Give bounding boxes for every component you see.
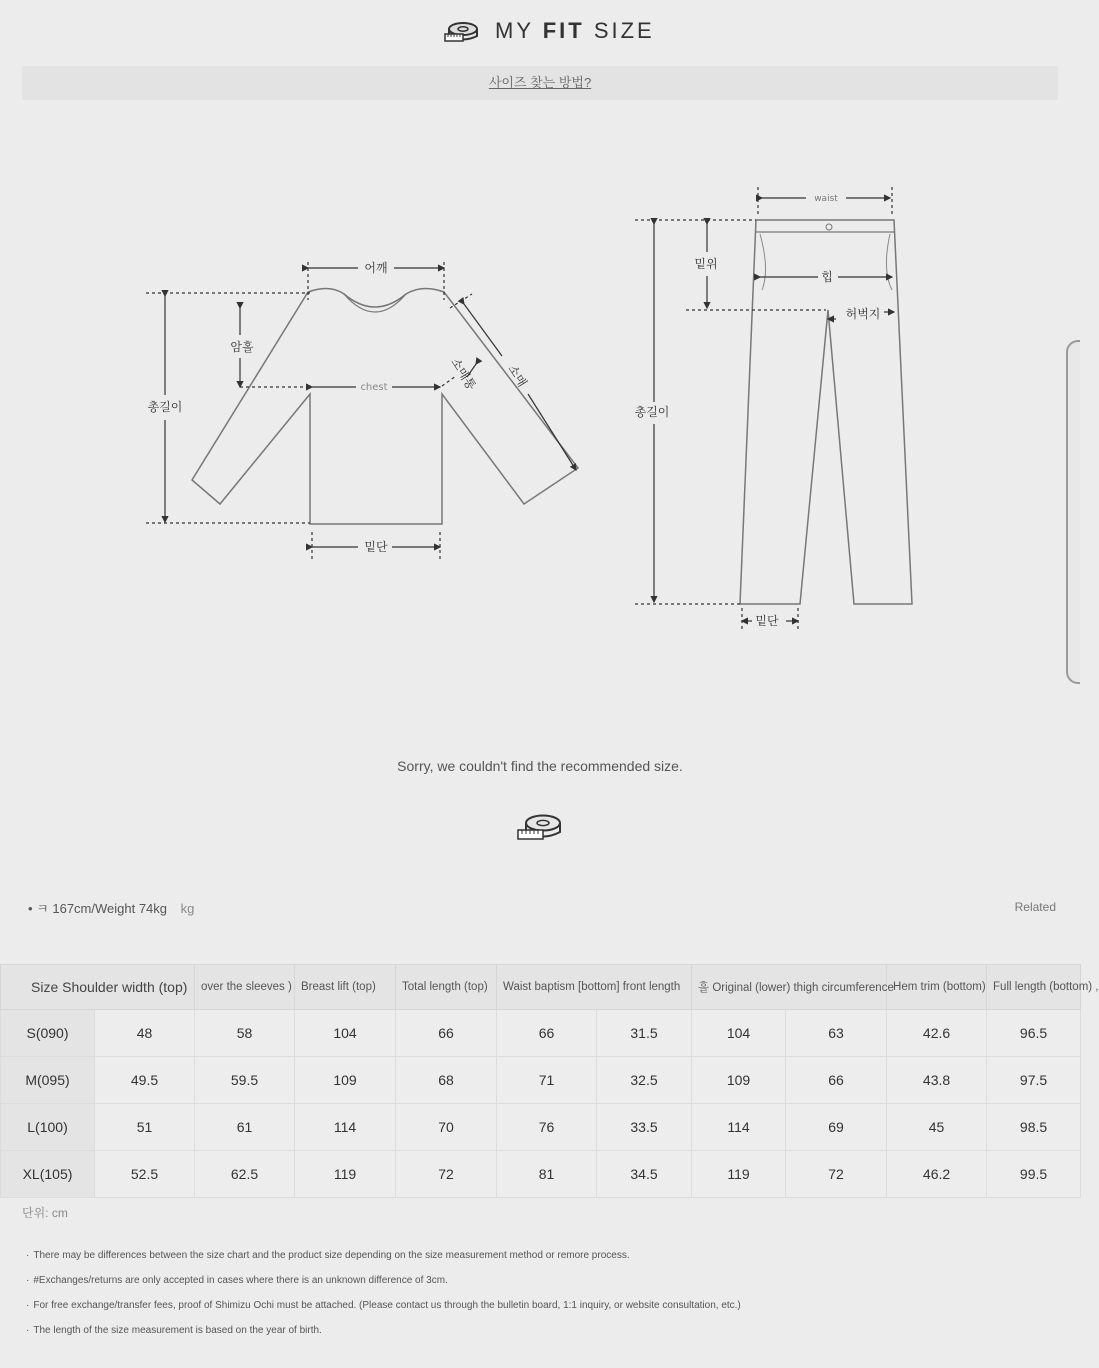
size-cell: XL(105): [1, 1151, 95, 1198]
label-hem: 밑단: [364, 540, 388, 554]
table-header-row: [1, 965, 1081, 1010]
table-cell: 69: [786, 1104, 887, 1151]
table-cell: 68: [396, 1057, 497, 1104]
size-cell: L(100): [1, 1104, 95, 1151]
table-cell: 32.5: [597, 1057, 692, 1104]
height-weight-text: ㅋ 167cm/Weight 74kg: [36, 901, 168, 916]
col-header: Hem trim (bottom): [887, 965, 987, 1010]
label-chest: chest: [360, 382, 388, 393]
size-table: [0, 964, 1099, 1198]
table-cell: 33.5: [597, 1104, 692, 1151]
unit-label: 단위: cm: [22, 1206, 68, 1220]
how-to-find-size-bar: [22, 66, 1058, 100]
label-armhole: 암홀: [230, 340, 254, 354]
label-thigh: 허벅지: [845, 307, 881, 321]
label-pants-total-length: 총길이: [634, 405, 670, 419]
table-cell: 96.5: [987, 1010, 1081, 1057]
page-title: MY FIT SIZE: [495, 18, 655, 43]
label-total-length: 총길이: [147, 400, 183, 414]
table-cell: 81: [497, 1151, 597, 1198]
size-diagram: [130, 180, 950, 650]
no-recommendation-message: Sorry, we couldn't find the recommended size.: [397, 758, 683, 774]
table-cell: 98.5: [987, 1104, 1081, 1151]
table-cell: 104: [295, 1010, 396, 1057]
table-cell: 70: [396, 1104, 497, 1151]
table-cell: 42.6: [887, 1010, 987, 1057]
notes-list: [26, 1248, 741, 1348]
table-cell: 61: [195, 1104, 295, 1151]
table-cell: 49.5: [95, 1057, 195, 1104]
table-cell: 109: [295, 1057, 396, 1104]
table-cell: 76: [497, 1104, 597, 1151]
table-cell: 72: [396, 1151, 497, 1198]
table-row: [1, 1010, 1081, 1057]
label-hip: 힙: [821, 270, 833, 284]
size-cell: M(095): [1, 1057, 95, 1104]
label-pants-hem: 밑단: [755, 614, 779, 628]
table-cell: 58: [195, 1010, 295, 1057]
col-header: over the sleeves ): [195, 965, 295, 1010]
table-row: [1, 1151, 1081, 1198]
table-cell: 63: [786, 1010, 887, 1057]
label-waist: waist: [814, 194, 838, 204]
note-item: · The length of the size measurement is based on the year of birth.: [26, 1325, 322, 1336]
col-header: Breast lift (top): [295, 965, 396, 1010]
table-cell: 97.5: [987, 1057, 1081, 1104]
col-header: Waist baptism [bottom] front length: [497, 965, 692, 1010]
table-cell: 104: [692, 1010, 786, 1057]
table-cell: 46.2: [887, 1151, 987, 1198]
size-cell: S(090): [1, 1010, 95, 1057]
label-sleeve-width: 소매통: [448, 355, 479, 393]
table-cell: 114: [692, 1104, 786, 1151]
col-header: 흘 Original (lower) thigh circumference: [692, 965, 887, 1010]
how-to-find-size-link[interactable]: 사이즈 찾는 방법?: [488, 75, 592, 90]
table-row: [1, 1104, 1081, 1151]
table-cell: 48: [95, 1010, 195, 1057]
table-cell: 66: [786, 1057, 887, 1104]
weight-unit: kg: [180, 901, 195, 916]
table-cell: 119: [692, 1151, 786, 1198]
table-cell: 71: [497, 1057, 597, 1104]
table-cell: 119: [295, 1151, 396, 1198]
table-cell: 114: [295, 1104, 396, 1151]
table-cell: 59.5: [195, 1057, 295, 1104]
table-cell: 45: [887, 1104, 987, 1151]
table-cell: 66: [396, 1010, 497, 1057]
table-cell: 99.5: [987, 1151, 1081, 1198]
side-scroll-handle[interactable]: [1066, 340, 1080, 684]
note-item: · For free exchange/transfer fees, proof of Shimizu Ochi must be attached. (Please contact us through the bulletin board, 1:1 inquiry, or website consultation, etc.): [26, 1300, 741, 1311]
col-header-size-shoulder: Size Shoulder width (top): [1, 965, 195, 1010]
tape-measure-icon: [517, 812, 563, 849]
col-header: Total length (top): [396, 965, 497, 1010]
label-sleeve: 소매: [505, 362, 530, 390]
table-cell: 52.5: [95, 1151, 195, 1198]
note-item: · There may be differences between the size chart and the product size depending on the size measurement method or remore process.: [26, 1250, 630, 1261]
header: [0, 16, 1080, 50]
note-item: · #Exchanges/returns are only accepted in cases where there is an unknown difference of 3cm.: [26, 1275, 448, 1286]
bullet: •: [28, 901, 33, 916]
user-body-info: [28, 898, 194, 917]
label-rise: 밑위: [694, 257, 718, 271]
table-cell: 62.5: [195, 1151, 295, 1198]
table-cell: 51: [95, 1104, 195, 1151]
table-cell: 34.5: [597, 1151, 692, 1198]
table-cell: 31.5: [597, 1010, 692, 1057]
table-cell: 43.8: [887, 1057, 987, 1104]
label-shoulder: 어깨: [364, 261, 388, 275]
table-cell: 72: [786, 1151, 887, 1198]
table-cell: 109: [692, 1057, 786, 1104]
col-header: Full length (bottom) ,: [987, 965, 1081, 1010]
table-cell: 66: [497, 1010, 597, 1057]
top-garment-outline: [192, 288, 578, 524]
related-link[interactable]: Related: [1014, 900, 1056, 914]
tape-measure-icon: [443, 20, 479, 51]
table-row: [1, 1057, 1081, 1104]
